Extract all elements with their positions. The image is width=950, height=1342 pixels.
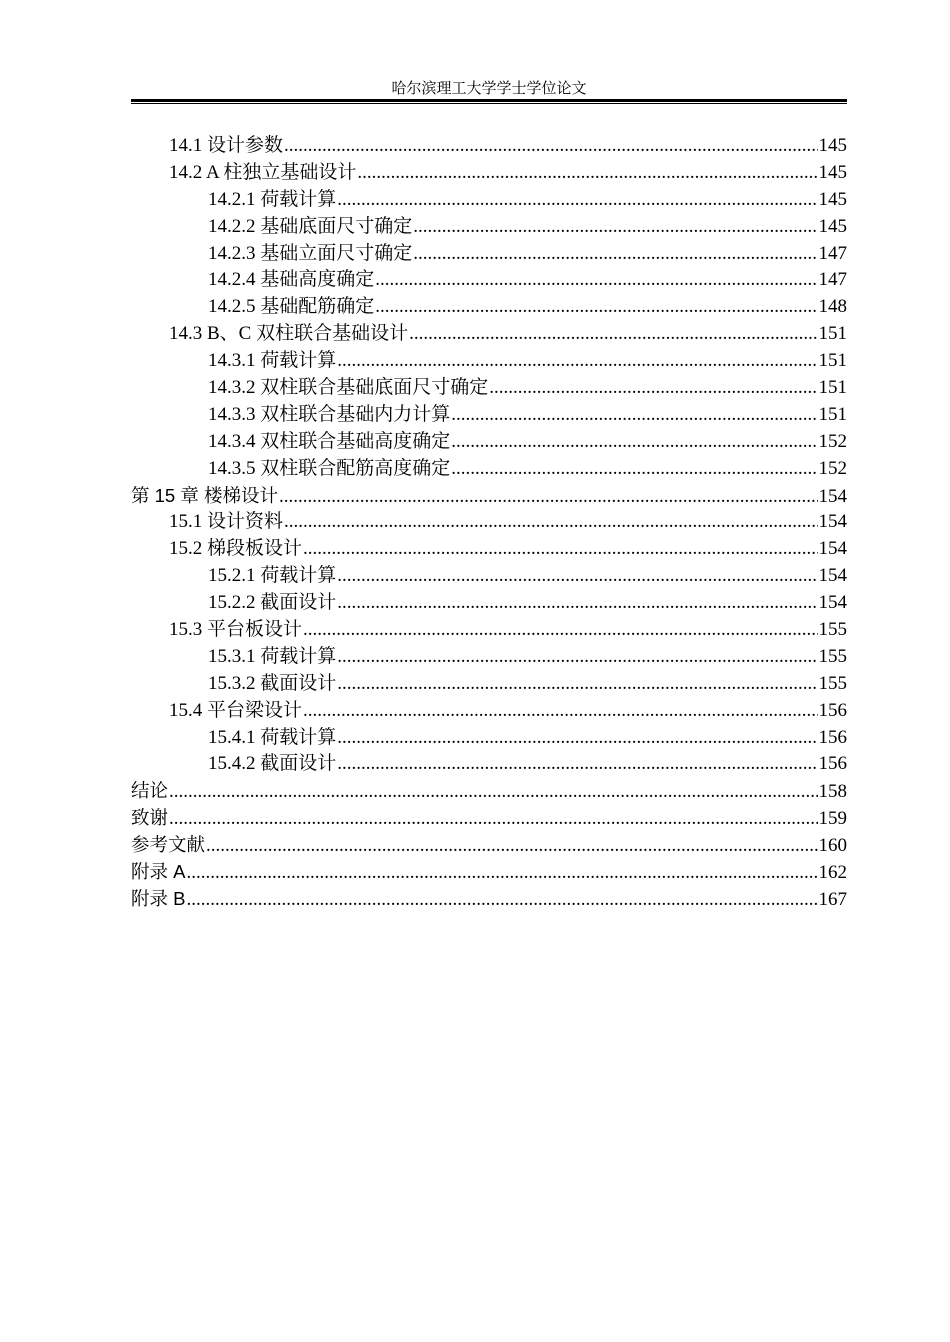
toc-entry-title: 15.1 设计资料 <box>169 511 284 533</box>
toc-entry[interactable] <box>131 671 847 698</box>
toc-entry-page: 167 <box>818 888 847 910</box>
toc-dot-leader <box>337 725 817 752</box>
toc-dot-leader <box>303 698 817 725</box>
toc-entry-title: 15.2.2 截面设计 <box>208 592 337 614</box>
toc-entry[interactable] <box>131 321 847 348</box>
toc-entry-title: 致谢 <box>131 807 169 829</box>
toc-dot-leader <box>284 133 817 160</box>
toc-entry-title: 14.3.2 双柱联合基础底面尺寸确定 <box>208 377 489 399</box>
toc-dot-leader <box>337 563 817 590</box>
toc-entry-title: 14.3.1 荷载计算 <box>208 350 337 372</box>
toc-entry[interactable] <box>131 241 847 268</box>
toc-entry-title: 14.3.5 双柱联合配筋高度确定 <box>208 457 451 479</box>
toc-entry-page: 145 <box>818 215 847 237</box>
toc-entry-title: 14.3 B、C 双柱联合基础设计 <box>169 323 409 345</box>
toc-entry[interactable] <box>131 617 847 644</box>
toc-entry-title: 15.2 梯段板设计 <box>169 538 303 560</box>
toc-entry-title: 附录 B <box>131 887 186 909</box>
toc-entry-page: 151 <box>818 403 847 425</box>
toc-entry-page: 159 <box>818 808 847 830</box>
toc-entry[interactable] <box>131 160 847 187</box>
toc-entry-page: 154 <box>818 485 847 507</box>
toc-entry-page: 156 <box>818 726 847 748</box>
toc-entry-page: 158 <box>818 781 847 803</box>
toc-entry-title: 15.4 平台梁设计 <box>169 699 303 721</box>
toc-entry-page: 154 <box>818 565 847 587</box>
toc-entry[interactable] <box>131 698 847 725</box>
toc-dot-leader <box>284 509 817 536</box>
toc-dot-leader <box>409 321 817 348</box>
toc-dot-leader <box>337 644 817 671</box>
toc-dot-leader <box>375 267 817 294</box>
toc-entry[interactable] <box>131 563 847 590</box>
toc-entry-title: 参考文献 <box>131 834 206 856</box>
toc-entry-title: 15.3 平台板设计 <box>169 619 303 641</box>
toc-entry[interactable] <box>131 859 847 886</box>
toc-entry-title: 14.2.2 基础底面尺寸确定 <box>208 215 413 237</box>
toc-entry[interactable] <box>131 805 847 832</box>
toc-entry-page: 147 <box>818 242 847 264</box>
toc-entry-title: 14.2.3 基础立面尺寸确定 <box>208 242 413 264</box>
toc-dot-leader <box>451 429 817 456</box>
toc-entry-title: 14.3.3 双柱联合基础内力计算 <box>208 403 451 425</box>
toc-entry-page: 145 <box>818 188 847 210</box>
table-of-contents <box>131 133 847 913</box>
header-rule-thick <box>131 99 847 102</box>
toc-dot-leader <box>451 402 817 429</box>
toc-dot-leader <box>303 617 817 644</box>
toc-entry[interactable] <box>131 725 847 752</box>
toc-dot-leader <box>186 860 817 886</box>
toc-entry-title: 15.2.1 荷载计算 <box>208 565 337 587</box>
toc-entry-page: 156 <box>818 753 847 775</box>
toc-entry-page: 145 <box>818 135 847 156</box>
toc-entry[interactable] <box>131 348 847 375</box>
toc-entry[interactable] <box>131 832 847 859</box>
toc-entry[interactable] <box>131 483 847 510</box>
toc-entry-page: 151 <box>818 323 847 345</box>
toc-dot-leader <box>303 536 817 563</box>
toc-entry[interactable] <box>131 751 847 778</box>
toc-entry[interactable] <box>131 294 847 321</box>
toc-entry[interactable] <box>131 536 847 563</box>
toc-entry-title: 14.1 设计参数 <box>169 135 284 156</box>
toc-entry-title: 15.4.1 荷载计算 <box>208 726 337 748</box>
toc-entry[interactable] <box>131 778 847 805</box>
toc-entry-title: 第 15 章 楼梯设计 <box>131 484 278 506</box>
toc-entry-page: 156 <box>818 699 847 721</box>
toc-dot-leader <box>337 751 817 778</box>
toc-dot-leader <box>169 806 817 832</box>
toc-entry-page: 155 <box>818 672 847 694</box>
toc-entry-page: 147 <box>818 269 847 291</box>
toc-entry-title: 结论 <box>131 780 169 802</box>
toc-entry[interactable] <box>131 644 847 671</box>
toc-entry-title: 14.2.1 荷载计算 <box>208 188 337 210</box>
toc-entry-title: 14.2 A 柱独立基础设计 <box>169 161 357 183</box>
toc-dot-leader <box>337 671 817 698</box>
toc-entry-page: 151 <box>818 377 847 399</box>
toc-entry-title: 15.3.1 荷载计算 <box>208 645 337 667</box>
toc-entry[interactable] <box>131 590 847 617</box>
toc-entry-page: 154 <box>818 511 847 533</box>
toc-entry-page: 154 <box>818 538 847 560</box>
toc-entry-page: 151 <box>818 350 847 372</box>
toc-entry[interactable] <box>131 187 847 214</box>
header-rule <box>131 99 847 105</box>
toc-entry-page: 160 <box>818 835 847 857</box>
toc-entry-title: 14.3.4 双柱联合基础高度确定 <box>208 430 451 452</box>
toc-dot-leader <box>206 833 817 859</box>
toc-entry-page: 152 <box>818 457 847 479</box>
toc-entry[interactable] <box>131 456 847 483</box>
toc-entry-title: 附录 A <box>131 861 186 883</box>
toc-entry[interactable] <box>131 429 847 456</box>
toc-entry-page: 155 <box>818 619 847 641</box>
toc-dot-leader <box>337 348 817 375</box>
toc-dot-leader <box>375 294 817 321</box>
toc-entry-page: 155 <box>818 645 847 667</box>
toc-dot-leader <box>489 375 817 402</box>
toc-dot-leader <box>357 160 817 187</box>
toc-dot-leader <box>337 187 817 214</box>
toc-entry-title: 15.4.2 截面设计 <box>208 753 337 775</box>
toc-dot-leader <box>169 779 817 805</box>
toc-entry-title: 15.3.2 截面设计 <box>208 672 337 694</box>
toc-entry-title: 14.2.5 基础配筋确定 <box>208 296 375 318</box>
toc-entry[interactable] <box>131 214 847 241</box>
header-rule-thin <box>131 103 847 104</box>
toc-dot-leader <box>413 241 817 268</box>
toc-entry-page: 145 <box>818 161 847 183</box>
toc-dot-leader <box>451 456 817 483</box>
toc-entry[interactable] <box>131 133 847 160</box>
toc-dot-leader <box>186 887 817 913</box>
toc-entry[interactable] <box>131 402 847 429</box>
toc-dot-leader <box>337 590 817 617</box>
toc-entry[interactable] <box>131 375 847 402</box>
toc-entry-page: 162 <box>818 862 847 884</box>
toc-entry[interactable] <box>131 267 847 294</box>
toc-entry-page: 154 <box>818 592 847 614</box>
toc-dot-leader <box>279 484 818 510</box>
toc-entry-page: 148 <box>818 296 847 318</box>
toc-entry[interactable] <box>131 886 847 913</box>
page-header: 哈尔滨理工大学学士学位论文 <box>391 81 587 97</box>
toc-entry[interactable] <box>131 509 847 536</box>
toc-dot-leader <box>413 214 817 241</box>
toc-entry-page: 152 <box>818 430 847 452</box>
toc-entry-title: 14.2.4 基础高度确定 <box>208 269 375 291</box>
